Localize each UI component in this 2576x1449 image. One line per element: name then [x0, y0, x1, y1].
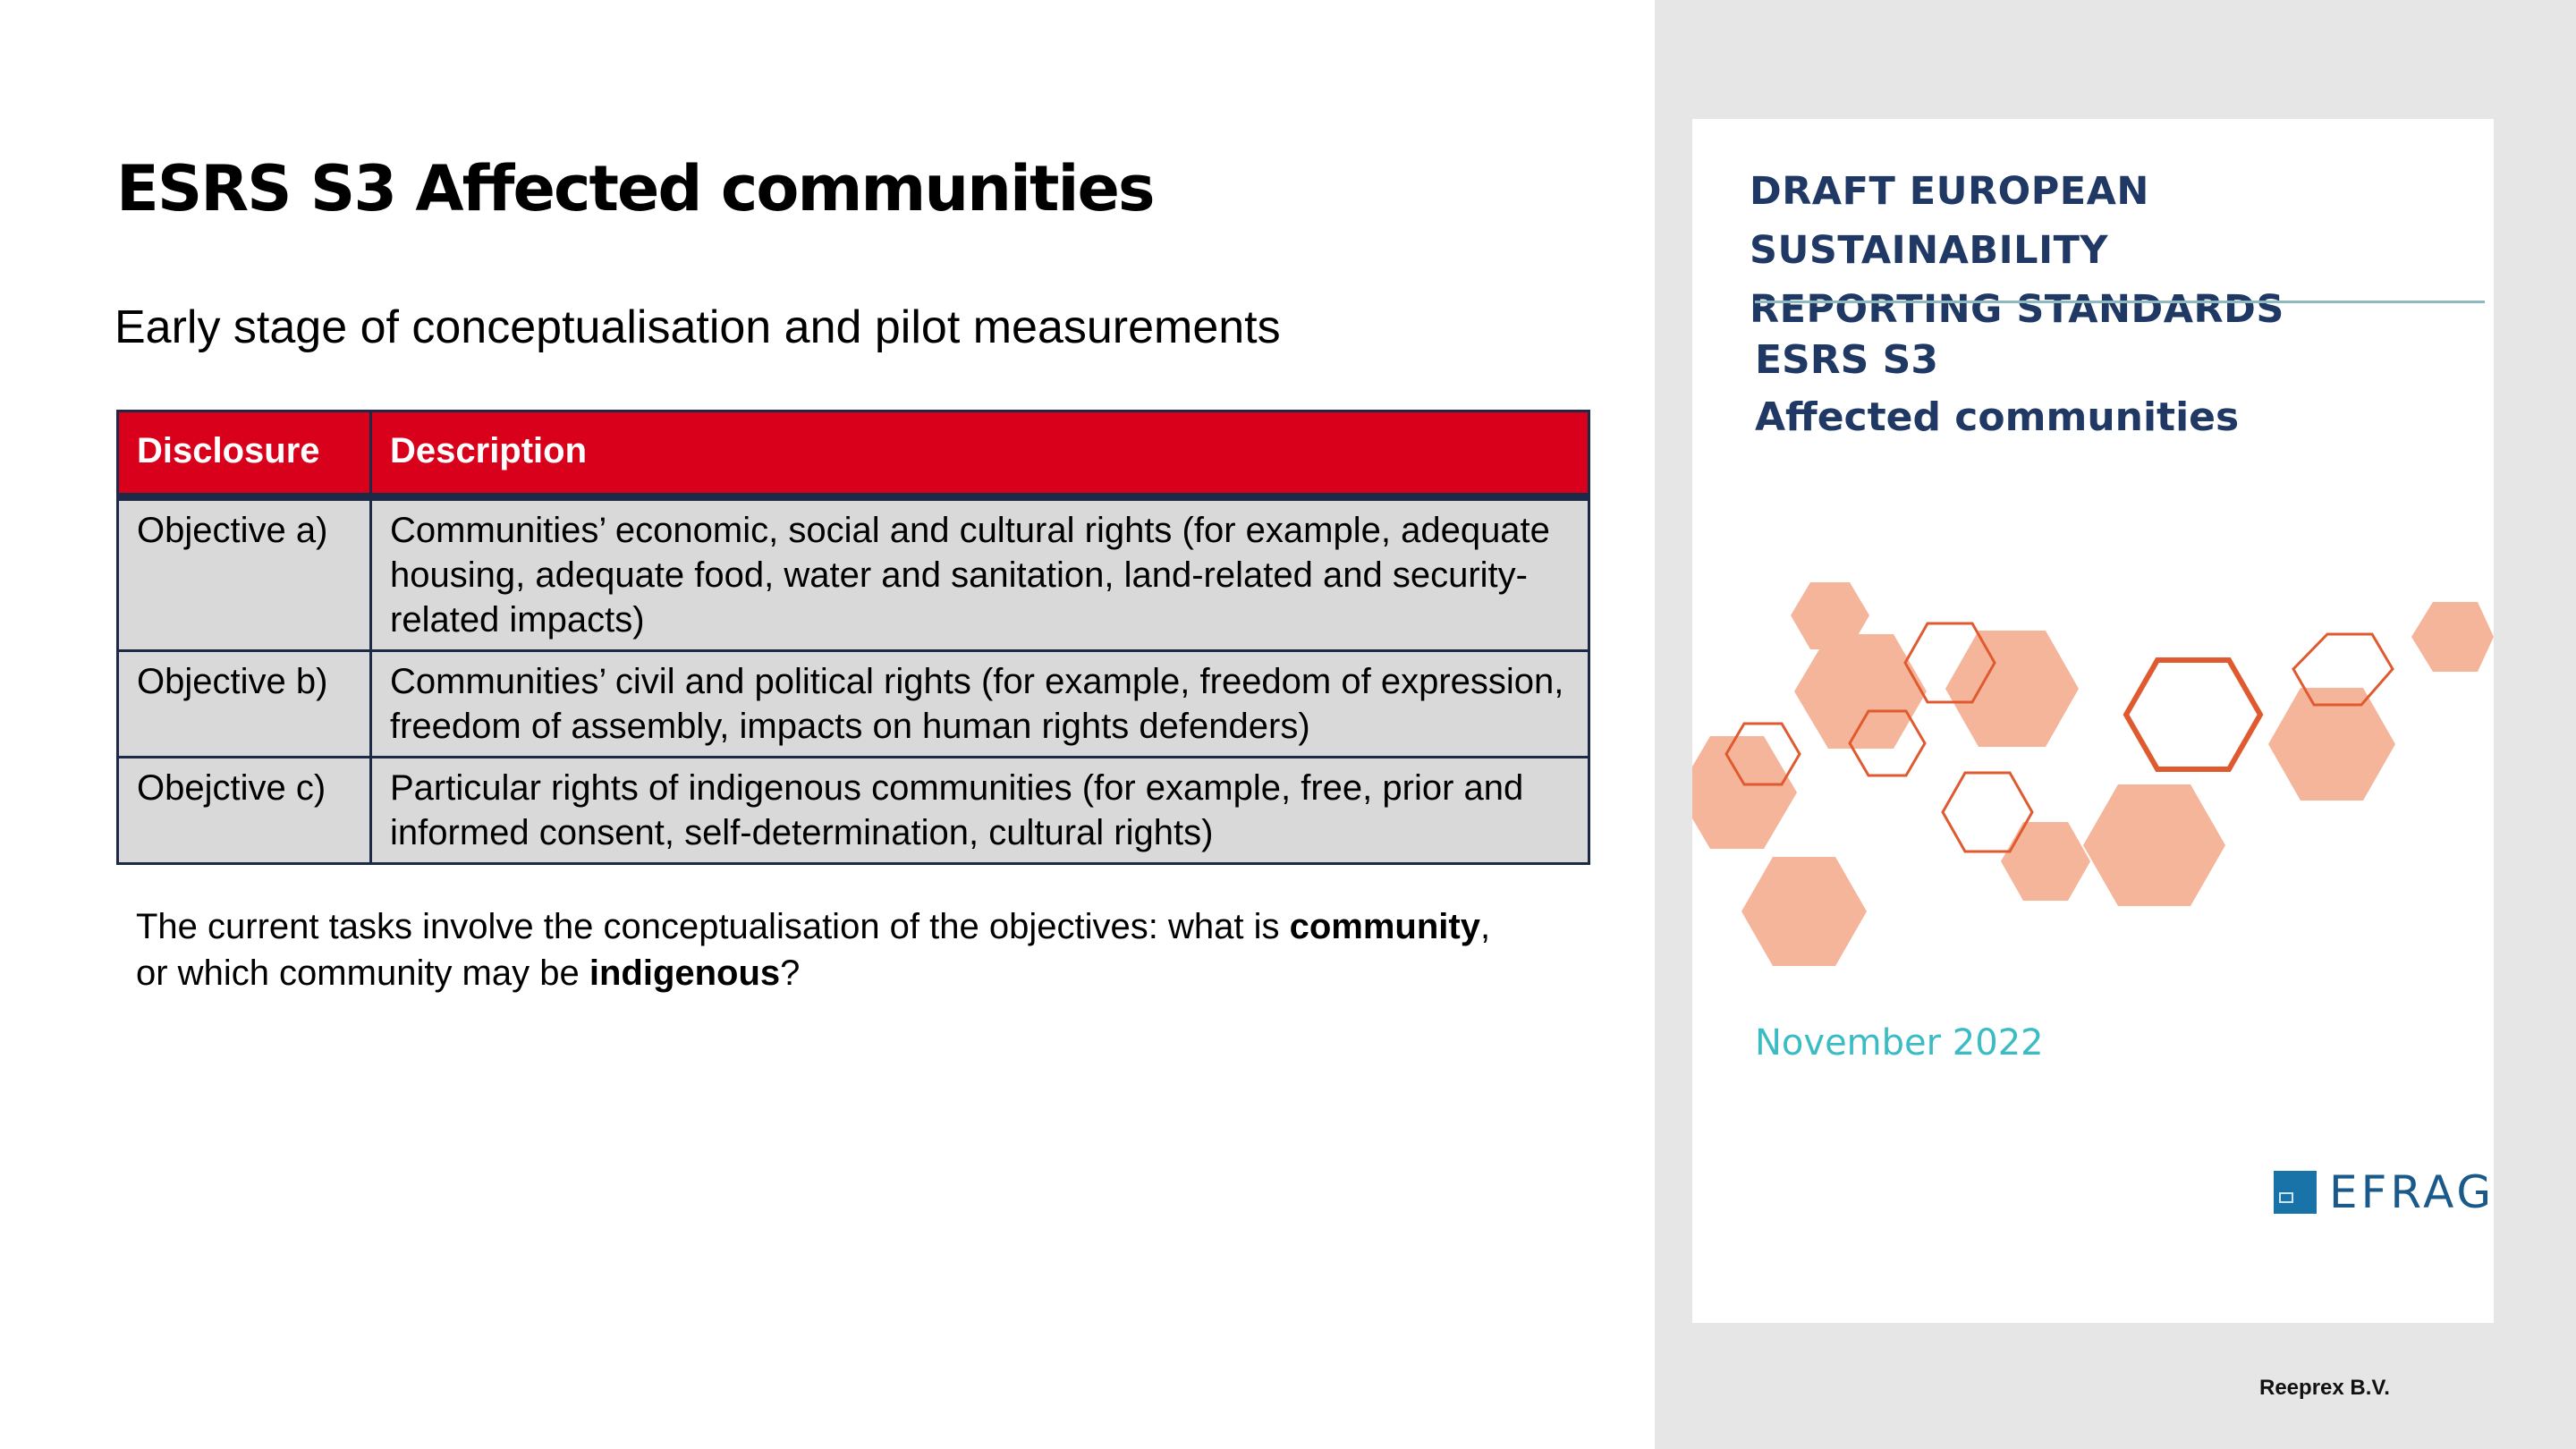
hexagon-fill: [2083, 784, 2225, 906]
note-text: or which community may be: [136, 953, 589, 993]
cover-heading: [1750, 162, 2494, 339]
cover-divider: [1755, 301, 2485, 303]
slide-subtitle: Early stage of conceptualisation and pilot measurements: [114, 301, 1281, 353]
disclosure-table: [116, 410, 1590, 865]
table-header-row: [118, 411, 1589, 497]
note-text: ?: [780, 953, 801, 993]
footer-credit: Reeprex B.V.: [2259, 1376, 2390, 1400]
table-row: [118, 758, 1589, 864]
slide-title: ESRS S3 Affected communities: [116, 152, 1154, 225]
cell-description: Communities’ civil and political rights (for example, freedom of expression, freedom of assembly, impacts on human rights defenders): [371, 651, 1589, 758]
note-bold-indigenous: indigenous: [589, 953, 781, 993]
note-text: The current tasks involve the conceptualisation of the objectives: what is: [136, 907, 1290, 946]
hexagon-fill: [1945, 631, 2079, 747]
cell-disclosure: Objective b): [118, 651, 371, 758]
cover-heading-line2: REPORTING STANDARDS: [1750, 287, 2284, 332]
hexagon-fill: [2001, 822, 2090, 901]
cover-heading-line1: DRAFT EUROPEAN SUSTAINABILITY: [1750, 169, 2149, 273]
table-row: [118, 497, 1589, 651]
note-bold-community: community: [1289, 907, 1480, 946]
note-text: ,: [1479, 907, 1491, 946]
header-disclosure: Disclosure: [118, 411, 371, 497]
cell-disclosure: Objective a): [118, 497, 371, 651]
report-cover: [1692, 119, 2494, 1323]
cell-description: Particular rights of indigenous communities (for example, free, prior and informed consent, self-determination, cultural rights): [371, 758, 1589, 864]
cover-standard-code: ESRS S3: [1755, 337, 1938, 383]
hexagon-illustration: [1692, 566, 2494, 978]
cover-standard: [1755, 332, 2239, 446]
hexagon-fill: [1794, 634, 1927, 749]
tasks-note: [136, 903, 1585, 996]
cover-standard-name: Affected communities: [1755, 394, 2240, 440]
hexagon-fill: [1692, 736, 1797, 849]
hexagon-outline: [2126, 660, 2260, 769]
efrag-logo-text: EFRAG: [2329, 1166, 2496, 1218]
header-description: Description: [371, 411, 1589, 497]
efrag-square-icon: [2274, 1171, 2317, 1214]
cell-disclosure: Obejctive c): [118, 758, 371, 864]
cell-description: Communities’ economic, social and cultural rights (for example, adequate housing, adequate food, water and sanitation, land-related and security-related impacts): [371, 497, 1589, 651]
table-row: [118, 651, 1589, 758]
hexagon-fill: [1741, 857, 1867, 966]
hexagon-fill: [2411, 602, 2494, 672]
cover-date: November 2022: [1755, 1022, 2044, 1063]
efrag-logo: [2274, 1165, 2495, 1219]
